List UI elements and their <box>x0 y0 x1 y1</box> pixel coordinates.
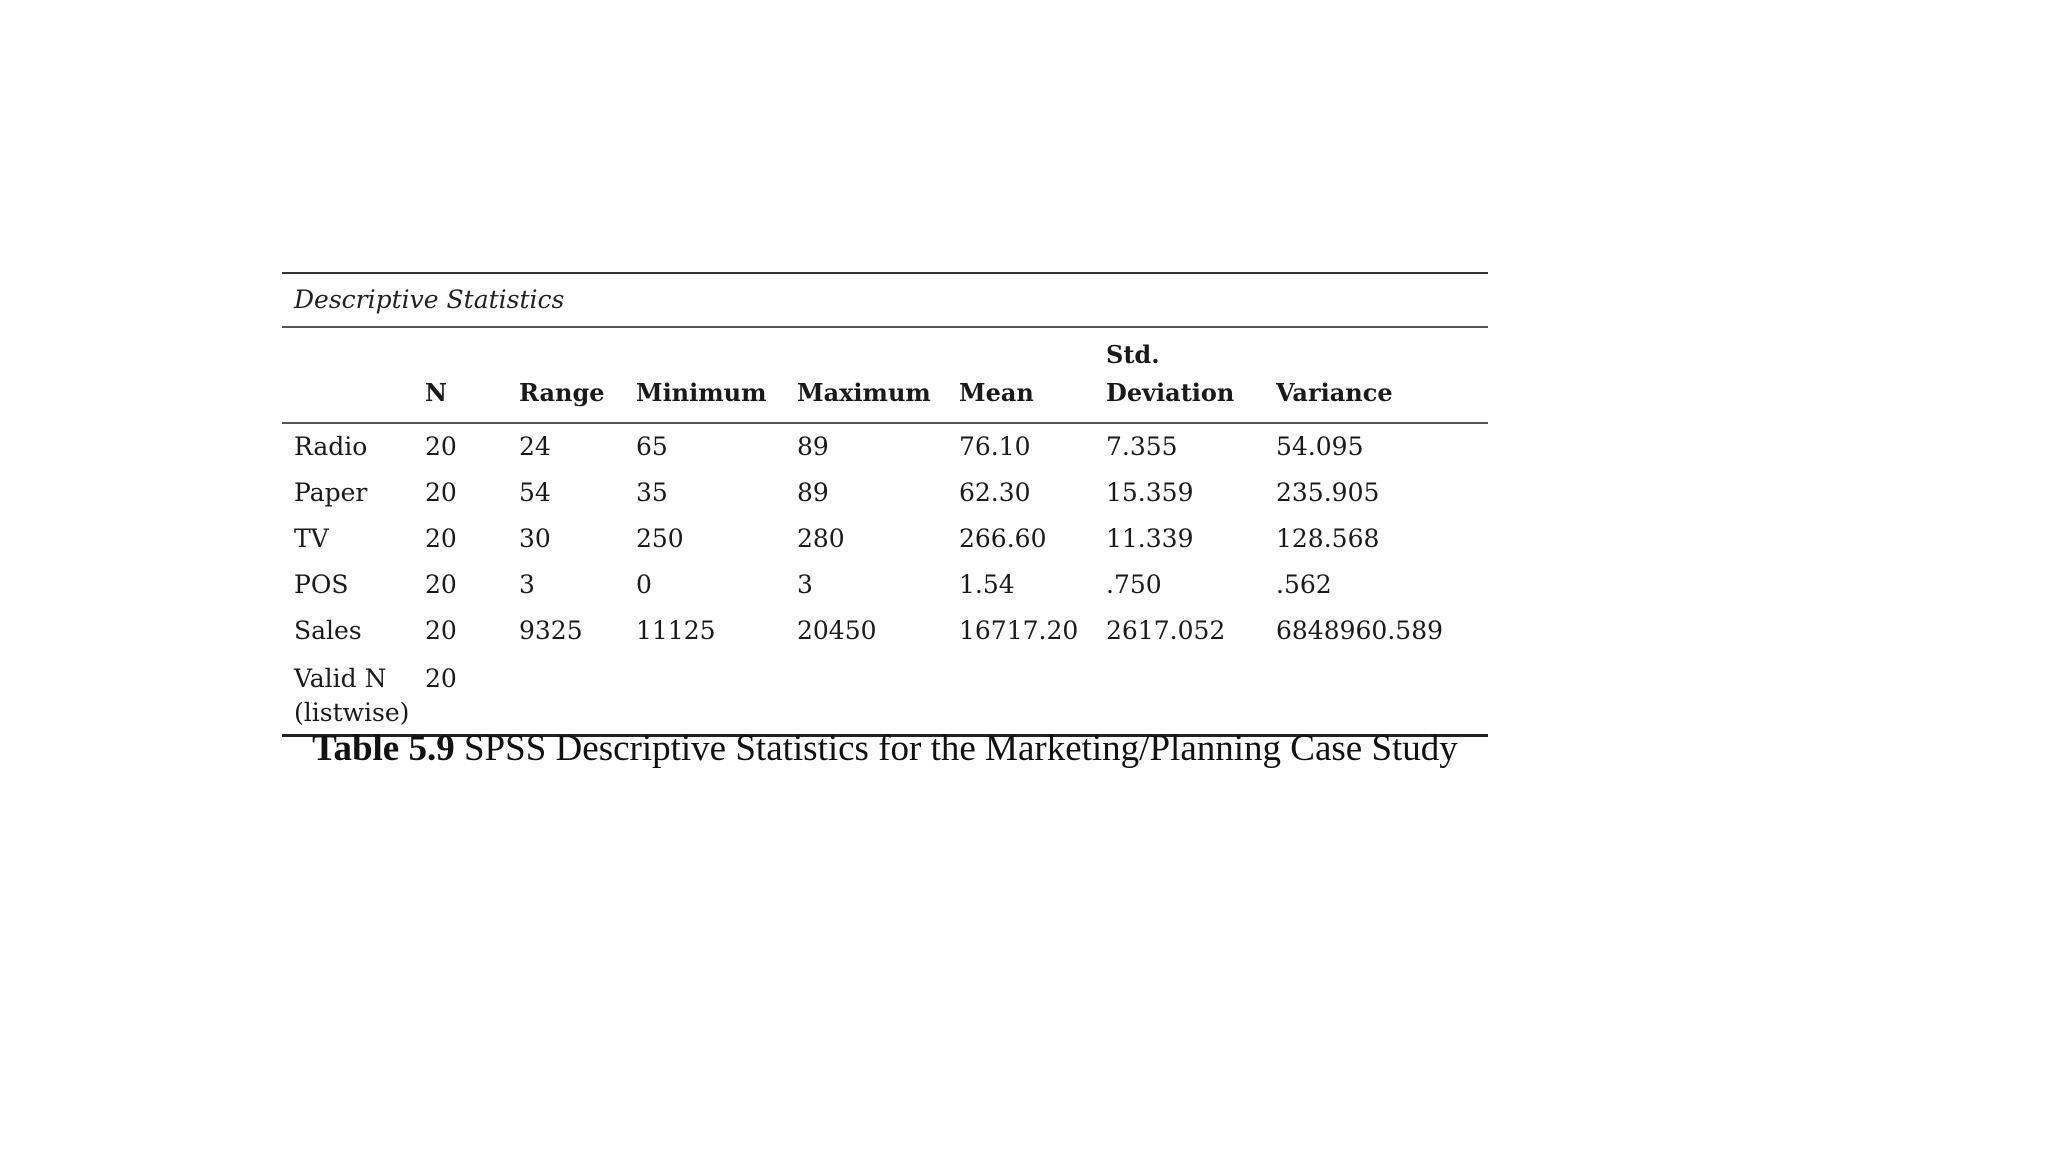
header-std-deviation <box>1106 328 1276 423</box>
header-n: N <box>425 328 519 423</box>
cell-mean: 266.60 <box>959 524 1047 553</box>
cell-range: 3 <box>519 570 535 599</box>
row-label: TV <box>294 524 329 553</box>
table-row <box>282 423 1488 470</box>
caption-text: SPSS Descriptive Statistics for the Marketing/Planning Case Study <box>454 728 1458 769</box>
valid-n-line2: (listwise) <box>294 698 410 727</box>
row-label-valid-n <box>282 654 425 734</box>
valid-n-line1: Valid N <box>294 664 387 693</box>
header-mean: Mean <box>959 328 1106 423</box>
valid-n-row <box>282 654 1488 734</box>
row-label: POS <box>294 570 349 599</box>
cell-mean: 62.30 <box>959 478 1031 507</box>
header-range: Range <box>519 328 636 423</box>
caption-label: Table 5.9 <box>312 728 455 769</box>
cell-range: 24 <box>519 432 551 461</box>
cell-empty <box>1106 654 1276 734</box>
header-row <box>282 328 1488 423</box>
cell-mean: 76.10 <box>959 432 1031 461</box>
cell-std-deviation: 11.339 <box>1106 524 1194 553</box>
cell-empty <box>797 654 959 734</box>
descriptive-statistics-table-block <box>282 272 1488 737</box>
cell-empty <box>1276 654 1488 734</box>
table-row <box>282 608 1488 654</box>
cell-range: 9325 <box>519 616 583 645</box>
cell-n: 20 <box>425 664 457 693</box>
cell-n: 20 <box>425 616 457 645</box>
cell-maximum: 89 <box>797 478 829 507</box>
cell-minimum: 65 <box>636 432 668 461</box>
table-caption <box>282 726 1488 772</box>
table-row <box>282 562 1488 608</box>
table-row <box>282 516 1488 562</box>
cell-maximum: 20450 <box>797 616 877 645</box>
header-minimum: Minimum <box>636 328 797 423</box>
header-label <box>282 328 425 423</box>
cell-std-deviation: 7.355 <box>1106 432 1178 461</box>
row-label: Paper <box>294 478 368 507</box>
cell-std-deviation: 15.359 <box>1106 478 1194 507</box>
cell-range: 30 <box>519 524 551 553</box>
cell-empty <box>519 654 636 734</box>
table-row <box>282 470 1488 516</box>
cell-empty <box>959 654 1106 734</box>
statistics-table <box>282 328 1488 734</box>
cell-minimum: 0 <box>636 570 652 599</box>
cell-maximum: 280 <box>797 524 845 553</box>
cell-std-deviation: .750 <box>1106 570 1162 599</box>
cell-minimum: 11125 <box>636 616 716 645</box>
header-std-line1: Std. <box>1106 340 1160 369</box>
cell-minimum: 35 <box>636 478 668 507</box>
cell-variance: 6848960.589 <box>1276 616 1444 645</box>
cell-variance: 235.905 <box>1276 478 1380 507</box>
cell-minimum: 250 <box>636 524 684 553</box>
cell-n: 20 <box>425 432 457 461</box>
cell-range: 54 <box>519 478 551 507</box>
cell-variance: .562 <box>1276 570 1332 599</box>
row-label: Sales <box>294 616 362 645</box>
cell-maximum: 3 <box>797 570 813 599</box>
table-title: Descriptive Statistics <box>294 285 565 314</box>
header-variance: Variance <box>1276 328 1488 423</box>
row-label: Radio <box>294 432 368 461</box>
cell-mean: 1.54 <box>959 570 1015 599</box>
cell-empty <box>636 654 797 734</box>
cell-n: 20 <box>425 524 457 553</box>
cell-variance: 54.095 <box>1276 432 1364 461</box>
cell-variance: 128.568 <box>1276 524 1380 553</box>
cell-n: 20 <box>425 478 457 507</box>
cell-n: 20 <box>425 570 457 599</box>
cell-std-deviation: 2617.052 <box>1106 616 1226 645</box>
cell-maximum: 89 <box>797 432 829 461</box>
header-std-line2: Deviation <box>1106 378 1235 407</box>
cell-mean: 16717.20 <box>959 616 1079 645</box>
header-maximum: Maximum <box>797 328 959 423</box>
